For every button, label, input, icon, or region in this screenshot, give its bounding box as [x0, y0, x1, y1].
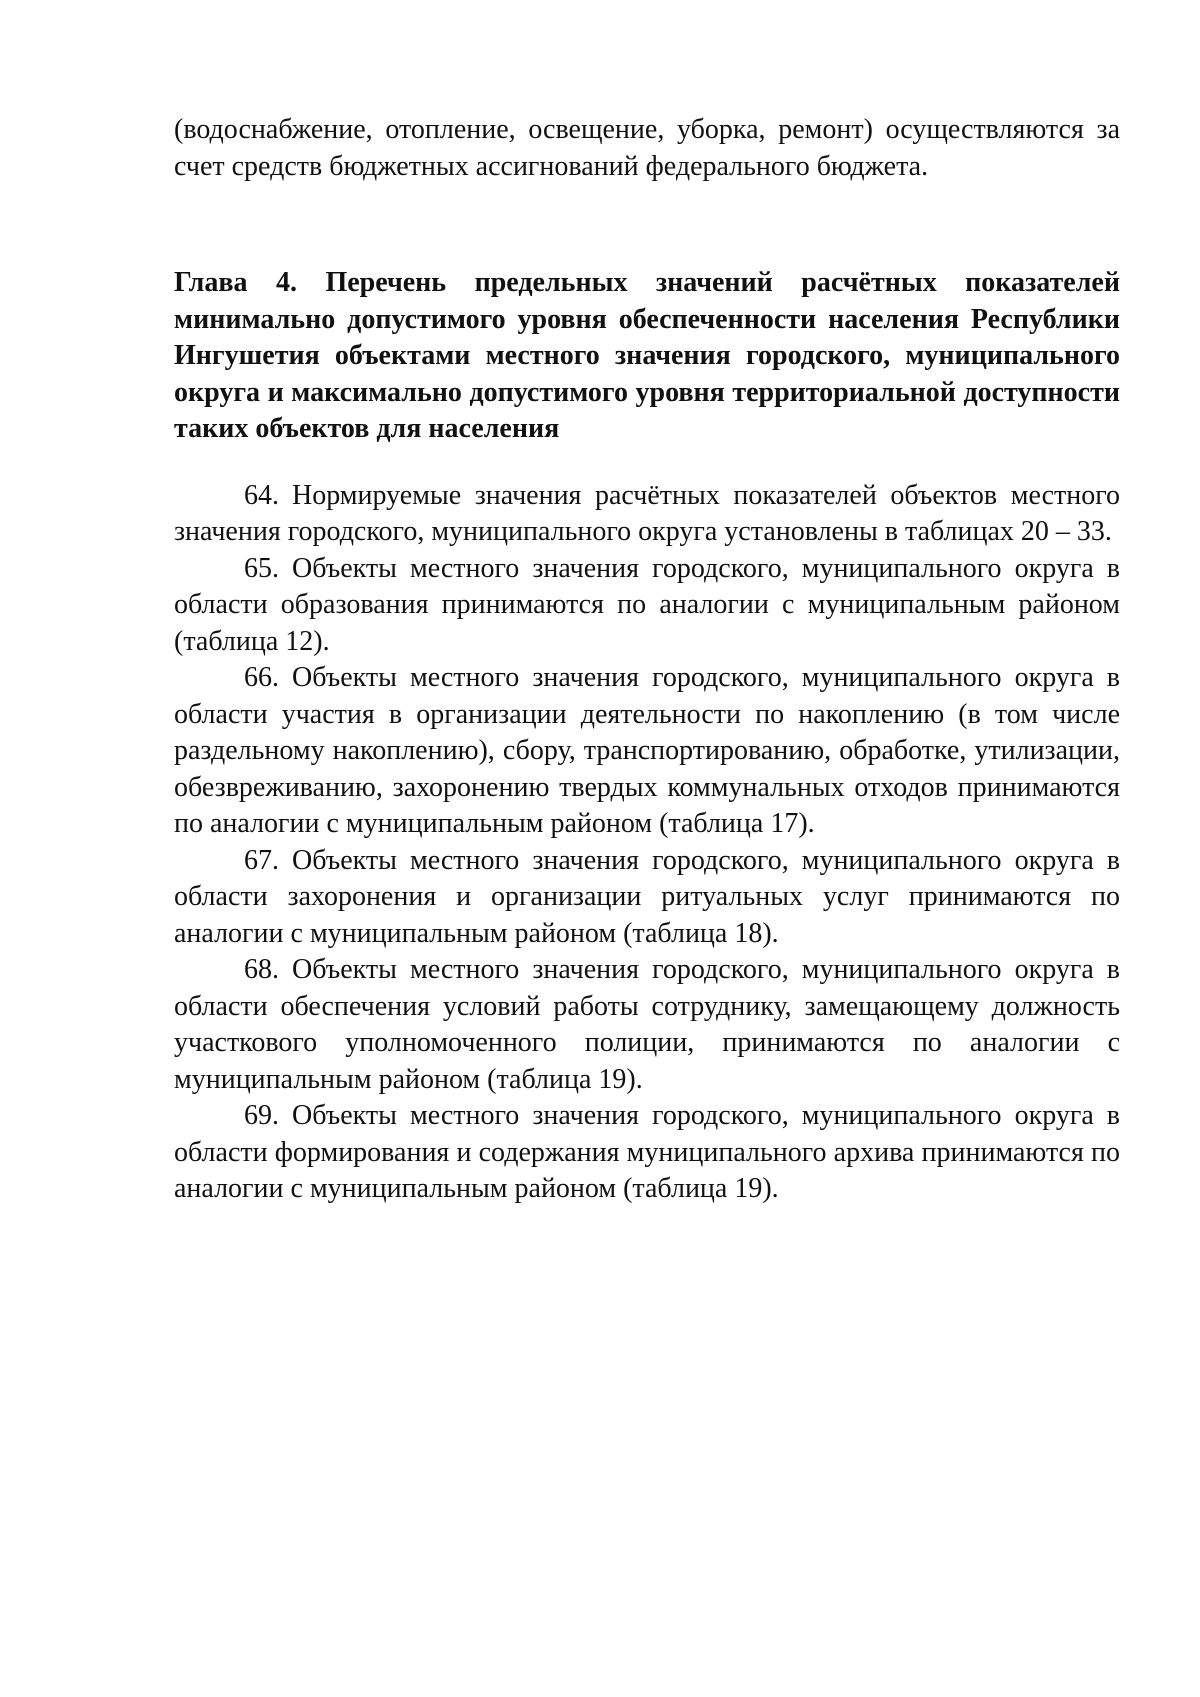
list-item [174, 478, 1120, 551]
item-number: 68. [244, 954, 279, 985]
item-text: Объекты местного значения городского, муниципального округа в области формирования и содержания муниципального архива принимаются по аналогии с муниципальным районом (таблица 19). [174, 1100, 1120, 1204]
chapter-heading: Глава 4. Перечень предельных значений расчётных показателей минимально допустимого уровня обеспеченности населения Республики Ингушетия объектами местного значения городского, муниципального округа и максимально допустимого уровня территориальной доступности таких объектов для населения [174, 267, 1120, 444]
list-item [174, 1098, 1120, 1208]
item-number: 64. [244, 479, 279, 511]
list-item [174, 952, 1120, 1098]
item-number: 67. [244, 844, 279, 876]
item-text: Объекты местного значения городского, муниципального округа в области обеспечения условий работы сотруднику, замещающему должность участкового уполномоченного полиции, принимаются по аналогии с муниципальным районом (таблица 19). [174, 954, 1120, 1095]
item-text: Нормируемые значения расчётных показателей объектов местного значения городского, муниципального округа установлены в таблицах 20 – 33. [174, 479, 1120, 547]
item-text: Объекты местного значения городского, муниципального округа в области участия в организации деятельности по накоплению (в том числе раздельному накоплению), сбору, транспортированию, обработке, утилизации, обезвреживанию, захоронению твердых коммунальных отходов принимаются по аналогии с муниципальным районом (таблица 17). [174, 662, 1120, 839]
item-number: 65. [244, 552, 279, 584]
item-number: 66. [244, 662, 279, 693]
list-item [174, 843, 1120, 953]
list-item [174, 551, 1120, 661]
item-text: Объекты местного значения городского, муниципального округа в области захоронения и организации ритуальных услуг принимаются по аналогии с муниципальным районом (таблица 18). [174, 844, 1120, 949]
page-content [174, 112, 1120, 1208]
item-number: 69. [244, 1100, 279, 1131]
lead-paragraph: (водоснабжение, отопление, освещение, уборка, ремонт) осуществляются за счет средств бюджетных ассигнований федерального бюджета. [174, 114, 1120, 182]
item-text: Объекты местного значения городского, муниципального округа в области образования принимаются по аналогии с муниципальным районом (таблица 12). [174, 552, 1120, 657]
list-item [174, 660, 1120, 843]
numbered-list [174, 478, 1120, 1208]
